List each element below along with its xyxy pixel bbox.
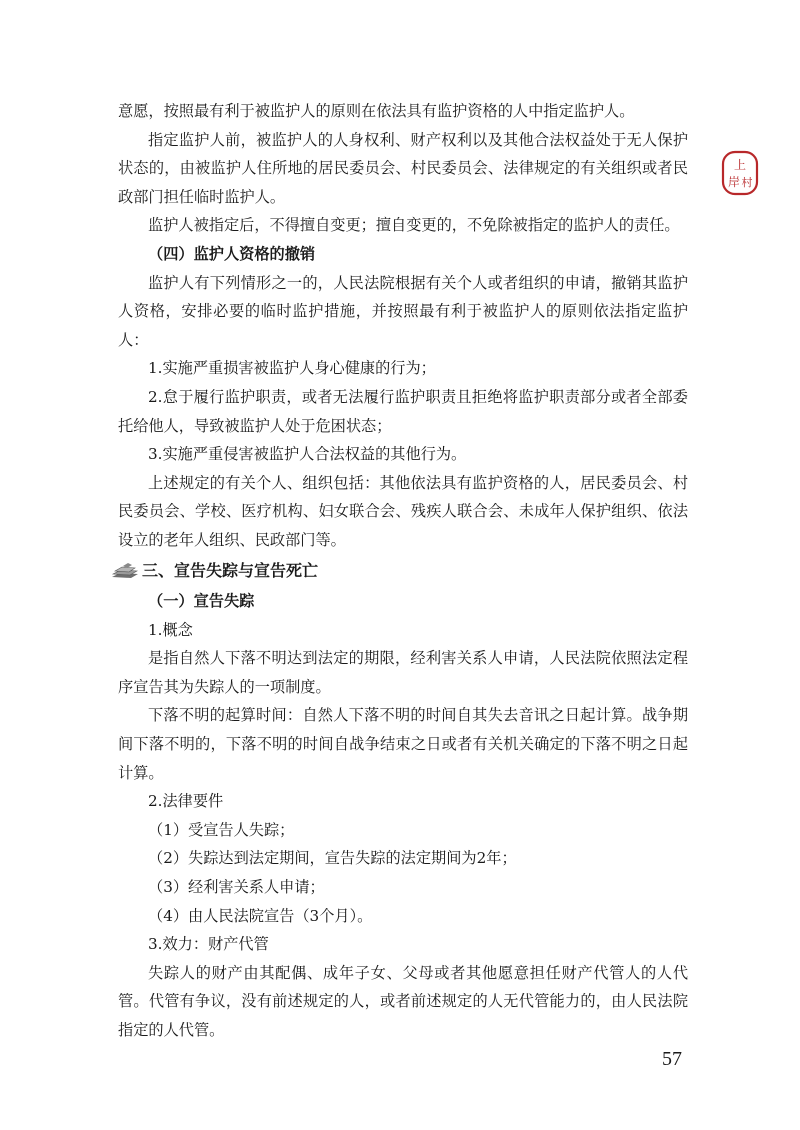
- section-heading: [110, 557, 688, 586]
- svg-text:上: 上: [733, 158, 747, 172]
- list-label: 1.概念: [148, 620, 193, 639]
- seal-stamp-icon: [720, 148, 760, 198]
- paragraph: 下落不明的起算时间：自然人下落不明的时间自其失去音讯之日起计算。战争期间下落不明的，下落不明的时间自战争结束之日或者有关机关确定的下落不明之日起计算。: [118, 706, 688, 782]
- paragraph: 意愿，按照最有利于被监护人的原则在依法具有监护资格的人中指定监护人。: [118, 102, 635, 120]
- section-title: 三、宣告失踪与宣告死亡: [142, 560, 319, 580]
- book-stack-icon: [110, 562, 140, 580]
- list-item: 2.怠于履行监护职责，或者无法履行监护职责且拒绝将监护职责部分或者全部委托给他人，导致被监护人处于危困状态；: [118, 387, 688, 435]
- svg-text:村: 村: [741, 176, 753, 189]
- paragraph: 是指自然人下落不明达到法定的期限，经利害关系人申请，人民法院依照法定程序宣告其为失踪人的一项制度。: [118, 649, 688, 696]
- page-number: 57: [662, 1048, 682, 1070]
- list-item: （1）受宣告人失踪；: [148, 820, 295, 839]
- list-label: 3.效力：财产代管: [148, 935, 269, 954]
- list-item: 3.实施严重侵害被监护人合法权益的其他行为。: [148, 445, 467, 464]
- paragraph: 失踪人的财产由其配偶、成年子女、父母或者其他愿意担任财产代管人的人代管。代管有争议，没有前述规定的人，或者前述规定的人无代管能力的，由人民法院指定的人代管。: [118, 963, 688, 1039]
- svg-text:岸: 岸: [727, 175, 741, 189]
- list-item: （4）由人民法院宣告（3个月）。: [148, 906, 373, 925]
- list-item: 1.实施严重损害被监护人身心健康的行为；: [148, 359, 436, 378]
- list-item: （3）经利害关系人申请；: [148, 878, 325, 897]
- paragraph: 上述规定的有关个人、组织包括：其他依法具有监护资格的人，居民委员会、村民委员会、学校、医疗机构、妇女联合会、残疾人联合会、未成年人保护组织、依法设立的老年人组织、民政部门等。: [118, 473, 688, 549]
- subheading-revocation: （四）监护人资格的撤销: [148, 244, 316, 263]
- list-label: 2.法律要件: [148, 792, 224, 811]
- subheading-missing: （一）宣告失踪: [148, 592, 255, 611]
- list-item: （2）失踪达到法定期间，宣告失踪的法定期间为2年；: [148, 849, 517, 868]
- paragraph: 监护人有下列情形之一的，人民法院根据有关个人或者组织的申请，撤销其监护人资格，安排必要的临时监护措施，并按照最有利于被监护人的原则依法指定监护人：: [118, 273, 688, 349]
- body-text: [118, 97, 688, 1045]
- paragraph: 指定监护人前，被监护人的人身权利、财产权利以及其他合法权益处于无人保护状态的，由被监护人住所地的居民委员会、村民委员会、法律规定的有关组织或者民政部门担任临时监护人。: [118, 130, 688, 206]
- paragraph: 监护人被指定后，不得擅自变更；擅自变更的，不免除被指定的监护人的责任。: [148, 216, 680, 235]
